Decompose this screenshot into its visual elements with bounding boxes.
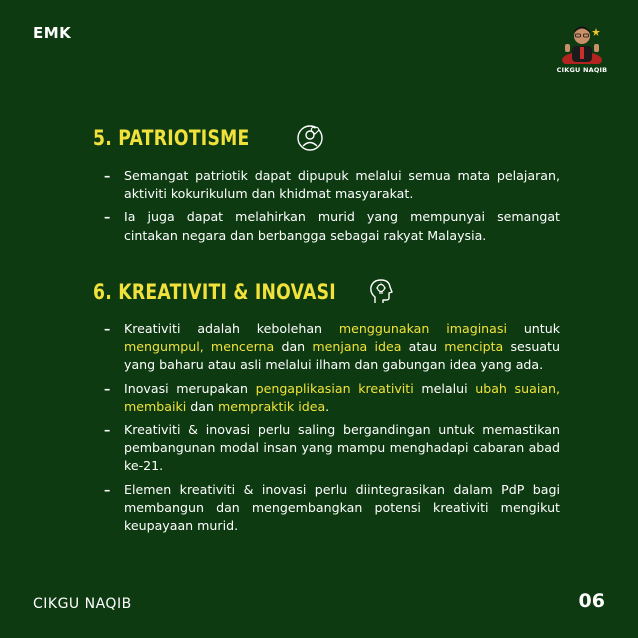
text-fragment: atau	[401, 339, 445, 355]
highlighted-text: menjana idea	[312, 339, 402, 355]
logo-caption: CIKGU NAQIB	[556, 66, 608, 74]
bullet-dash: –	[104, 422, 111, 438]
list-item	[104, 481, 560, 536]
text-fragment: Kreativiti & inovasi perlu saling bergandingan untuk memastikan pembangunan modal insan yang mampu menghadapi cabaran abad ke-21.	[124, 422, 560, 474]
text-fragment: untuk	[506, 321, 560, 336]
author-avatar-icon	[556, 20, 608, 64]
bullet-text	[124, 482, 560, 533]
section-heading-kreativiti	[93, 278, 395, 306]
footer-author: CIKGU NAQIB	[33, 596, 132, 612]
section-title: 6. KREATIVITI & INOVASI	[93, 280, 336, 304]
list-item	[104, 167, 560, 203]
section-heading-patriotisme	[93, 124, 324, 152]
text-fragment: Inovasi merupakan	[124, 380, 256, 396]
highlighted-text: pengaplikasian kreativiti	[255, 380, 414, 396]
bullet-text	[124, 321, 560, 372]
bullet-dash: –	[104, 380, 111, 396]
list-item	[104, 421, 560, 476]
highlighted-text: mengumpul, mencerna	[124, 339, 275, 355]
list-item	[104, 320, 560, 375]
text-fragment: melalui	[413, 380, 476, 396]
person-heart-icon	[296, 124, 324, 152]
list-item	[104, 208, 560, 244]
highlighted-text: mencipta	[444, 339, 504, 355]
bullet-text	[124, 422, 560, 473]
text-fragment: Kreativiti adalah kebolehan	[124, 321, 339, 336]
page-number: 06	[578, 590, 605, 612]
patriotisme-list	[104, 167, 560, 250]
highlighted-text: ubah suaian, membaiki	[124, 380, 561, 414]
text-fragment: dan	[186, 398, 218, 414]
bullet-dash: –	[104, 209, 111, 225]
highlighted-text: menggunakan imaginasi	[338, 321, 507, 336]
list-item	[104, 380, 560, 416]
bullet-dash: –	[104, 168, 111, 183]
kreativiti-list	[104, 320, 560, 540]
bullet-text: Ia juga dapat melahirkan murid yang mempunyai semangat cintakan negara dan berbangga sebagai rakyat Malaysia.	[124, 209, 560, 243]
bullet-text: Semangat patriotik dapat dipupuk melalui semua mata pelajaran, aktiviti kokurikulum dan khidmat masyarakat.	[124, 168, 560, 202]
text-fragment: sesuatu yang baharu atau asli melalui ilham dan gabungan idea yang ada.	[124, 339, 560, 373]
bullet-dash: –	[104, 481, 111, 497]
section-title: 5. PATRIOTISME	[93, 126, 250, 150]
text-fragment: .	[325, 398, 330, 414]
text-fragment: Elemen kreativiti & inovasi perlu diintegrasikan dalam PdP bagi membangun dan mengembangkan potensi kreativiti mengikut keupayaan murid.	[124, 481, 560, 534]
highlighted-text: mempraktik idea	[218, 398, 326, 414]
author-logo	[556, 20, 608, 74]
head-lightbulb-icon	[367, 278, 395, 306]
bullet-text	[124, 381, 560, 414]
brand-label: EMK	[33, 24, 72, 42]
bullet-dash: –	[104, 321, 111, 336]
text-fragment: dan	[274, 339, 313, 355]
